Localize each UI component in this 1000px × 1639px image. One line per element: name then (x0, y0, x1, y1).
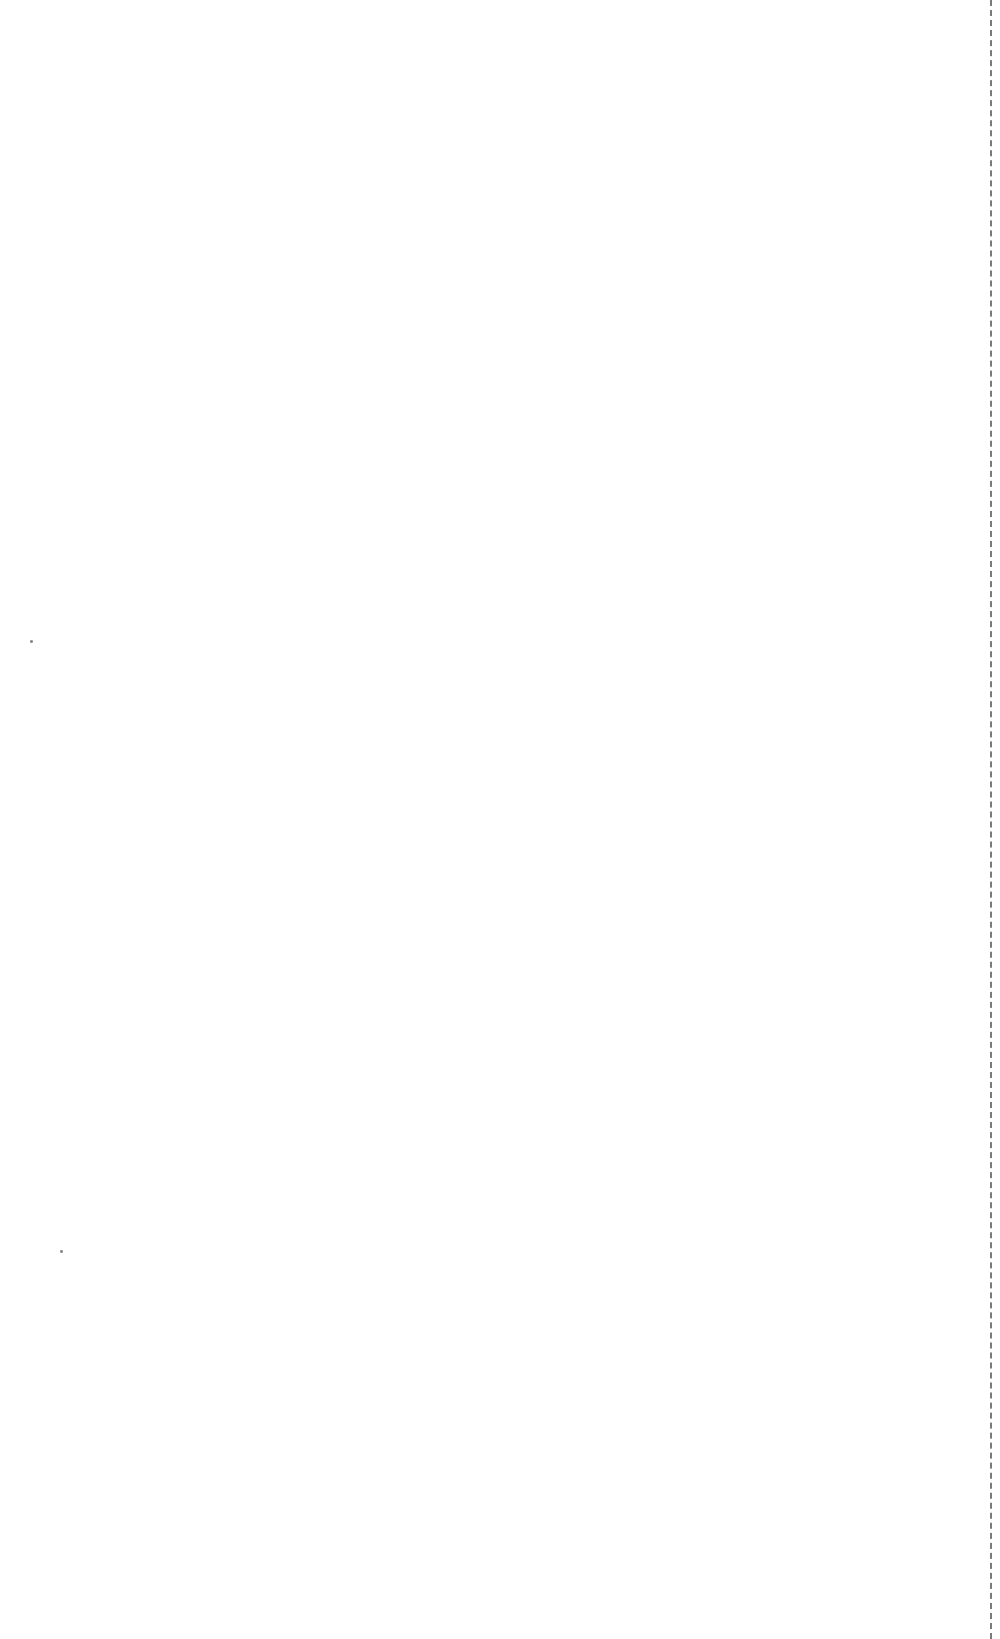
dashed-cut-line (990, 0, 992, 1639)
answer-page (200, 0, 990, 1639)
scan-speck (30, 640, 33, 643)
scan-speck (60, 1250, 63, 1253)
